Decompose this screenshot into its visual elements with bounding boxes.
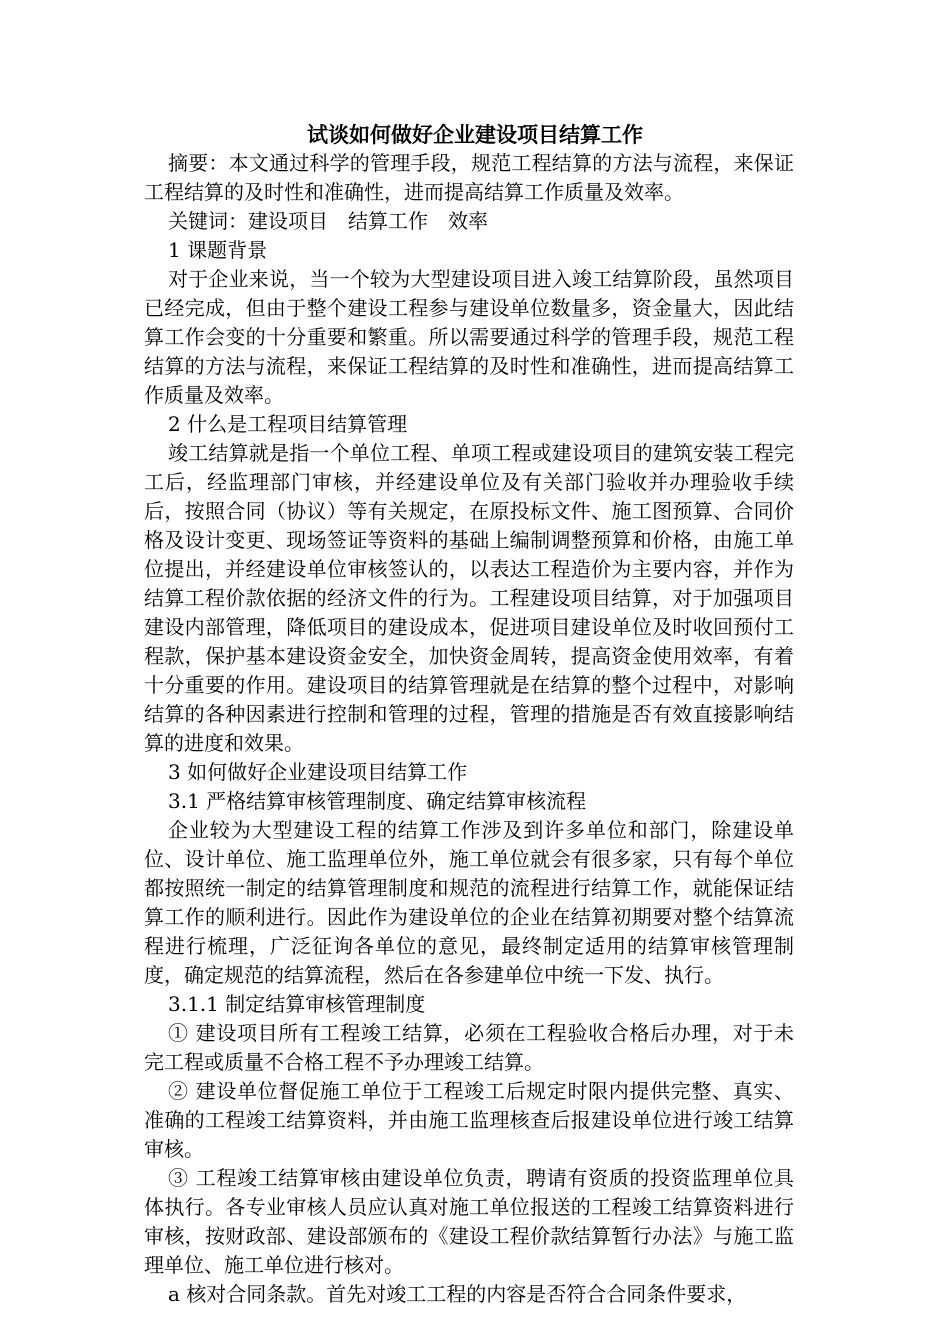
body-paragraph: 企业较为大型建设工程的结算工作涉及到许多单位和部门，除建设单位、设计单位、施工监理单位外，施工单位就会有很多家，只有每个单位都按照统一制定的结算管理制度和规范的流程进行结算工作，就能保证结算工作的顺利进行。因此作为建设单位的企业在结算初期要对整个结算流程进行梳理，广泛征询各单位的意见，最终制定适用的结算审核管理制度，确定规范的结算流程，然后在各参建单位中统一下发、执行。 [144,818,794,987]
keywords-line: 关键词：建设项目 结算工作 效率 [168,209,488,233]
abstract-paragraph: 摘要：本文通过科学的管理手段，规范工程结算的方法与流程，来保证工程结算的及时性和准确性，进而提高结算工作质量及效率。 [144,151,794,204]
list-item: ② 建设单位督促施工单位于工程竣工后规定时限内提供完整、真实、准确的工程竣工结算资料，并由施工监理核查后报建设单位进行竣工结算审核。 [144,1079,794,1161]
subsection-heading-3-1-1: 3.1.1 制定结算审核管理制度 [168,992,426,1016]
body-paragraph: 对于企业来说，当一个较为大型建设项目进入竣工结算阶段，虽然项目已经完成，但由于整个建设工程参与建设单位数量多，资金量大，因此结算工作会变的十分重要和繁重。所以需要通过科学的管理手段，规范工程结算的方法与流程，来保证工程结算的及时性和准确性，进而提高结算工作质量及效率。 [144,267,794,407]
document-body [144,120,794,1309]
section-heading-2: 2 什么是工程项目结算管理 [168,412,408,436]
list-item: ③ 工程竣工结算审核由建设单位负责，聘请有资质的投资监理单位具体执行。各专业审核人员应认真对施工单位报送的工程竣工结算资料进行审核，按财政部、建设部颁布的《建设工程价款结算暂行办法》与施工监理单位、施工单位进行核对。 [144,1166,794,1277]
list-item: ① 建设项目所有工程竣工结算，必须在工程验收合格后办理，对于未完工程或质量不合格工程不予办理竣工结算。 [144,1021,794,1074]
body-paragraph: a 核对合同条款。首先对竣工工程的内容是否符合合同条件要求， [168,1282,747,1306]
subsection-heading-3-1: 3.1 严格结算审核管理制度、确定结算审核流程 [168,789,587,813]
section-heading-3: 3 如何做好企业建设项目结算工作 [168,760,468,784]
document-title: 试谈如何做好企业建设项目结算工作 [307,122,643,147]
section-heading-1: 1 课题背景 [168,238,268,262]
body-paragraph: 竣工结算就是指一个单位工程、单项工程或建设项目的建筑安装工程完工后，经监理部门审核，并经建设单位及有关部门验收并办理验收手续后，按照合同（协议）等有关规定，在原投标文件、施工图预算、合同价格及设计变更、现场签证等资料的基础上编制调整预算和价格，由施工单位提出，并经建设单位审核签认的，以表达工程造价为主要内容，并作为结算工程价款依据的经济文件的行为。工程建设项目结算，对于加强项目建设内部管理，降低项目的建设成本，促进项目建设单位及时收回预付工程款，保护基本建设资金安全，加快资金周转，提高资金使用效率，有着十分重要的作用。建设项目的结算管理就是在结算的整个过程中，对影响结算的各种因素进行控制和管理的过程，管理的措施是否有效直接影响结算的进度和效果。 [144,441,794,755]
